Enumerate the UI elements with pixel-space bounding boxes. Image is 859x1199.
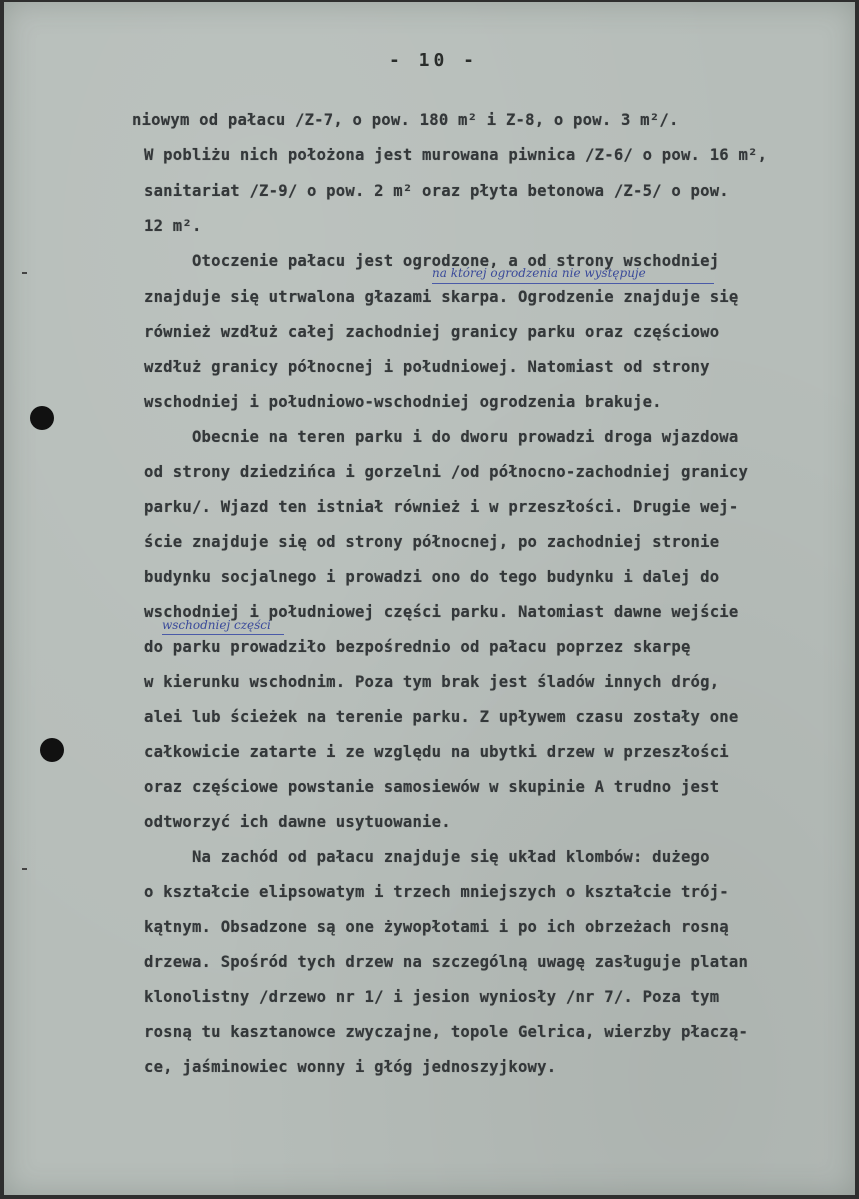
text-line: do parku prowadziło bezpośrednio od pałacu poprzez skarpę bbox=[144, 638, 691, 656]
text-line: W pobliżu nich położona jest murowana piwnica /Z-6/ o pow. 16 m², bbox=[144, 146, 768, 164]
text-line: Otoczenie pałacu jest ogrodzone, a od strony wschodniej bbox=[144, 252, 720, 270]
text-line: ście znajduje się od strony północnej, po zachodniej stronie bbox=[144, 533, 720, 551]
text-line: ce, jaśminowiec wonny i głóg jednoszyjkowy. bbox=[144, 1058, 557, 1076]
text-line: wzdłuż granicy północnej i południowej. Natomiast od strony bbox=[144, 358, 710, 376]
text-line: parku/. Wjazd ten istniał również i w przeszłości. Drugie wej- bbox=[144, 498, 739, 516]
text-line: odtworzyć ich dawne usytuowanie. bbox=[144, 813, 451, 831]
handwritten-insertion: wschodniej części bbox=[162, 618, 271, 632]
text-line: Obecnie na teren parku i do dworu prowadzi droga wjazdowa bbox=[144, 428, 739, 446]
text-line: 12 m². bbox=[144, 217, 202, 235]
text-line: alei lub ścieżek na terenie parku. Z upływem czasu zostały one bbox=[144, 708, 739, 726]
text-line: całkowicie zatarte i ze względu na ubytki drzew w przeszłości bbox=[144, 743, 729, 761]
text-line: o kształcie elipsowatym i trzech mniejszych o kształcie trój- bbox=[144, 883, 729, 901]
page-number: - 10 - bbox=[389, 50, 479, 71]
document-page bbox=[4, 2, 855, 1195]
text-line: kątnym. Obsadzone są one żywopłotami i po ich obrzeżach rosną bbox=[144, 918, 729, 936]
margin-tick bbox=[22, 272, 27, 274]
text-line: budynku socjalnego i prowadzi ono do tego budynku i dalej do bbox=[144, 568, 720, 586]
text-line: znajduje się utrwalona głazami skarpa. Ogrodzenie znajduje się bbox=[144, 288, 739, 306]
margin-tick bbox=[22, 868, 27, 870]
punch-hole bbox=[40, 738, 64, 762]
handwritten-underline bbox=[162, 634, 284, 635]
text-line: Na zachód od pałacu znajduje się układ klombów: dużego bbox=[144, 848, 710, 866]
text-line: rosną tu kasztanowce zwyczajne, topole Gelrica, wierzby płaczą- bbox=[144, 1023, 749, 1041]
handwritten-insertion: na której ogrodzenia nie występuje bbox=[432, 266, 646, 280]
punch-hole bbox=[30, 406, 54, 430]
text-line: w kierunku wschodnim. Poza tym brak jest śladów innych dróg, bbox=[144, 673, 720, 691]
text-line: wschodniej i południowo-wschodniej ogrodzenia brakuje. bbox=[144, 393, 662, 411]
text-line: niowym od pałacu /Z-7, o pow. 180 m² i Z-8, o pow. 3 m²/. bbox=[132, 111, 679, 129]
text-line: klonolistny /drzewo nr 1/ i jesion wyniosły /nr 7/. Poza tym bbox=[144, 988, 720, 1006]
text-line: drzewa. Spośród tych drzew na szczególną uwagę zasługuje platan bbox=[144, 953, 749, 971]
handwritten-underline bbox=[432, 283, 714, 284]
text-line: również wzdłuż całej zachodniej granicy parku oraz częściowo bbox=[144, 323, 720, 341]
text-line: oraz częściowe powstanie samosiewów w skupinie A trudno jest bbox=[144, 778, 720, 796]
text-line: wschodniej i południowej części parku. Natomiast dawne wejście bbox=[144, 603, 739, 621]
text-line: od strony dziedzińca i gorzelni /od północno-zachodniej granicy bbox=[144, 463, 749, 481]
text-line: sanitariat /Z-9/ o pow. 2 m² oraz płyta betonowa /Z-5/ o pow. bbox=[144, 182, 729, 200]
